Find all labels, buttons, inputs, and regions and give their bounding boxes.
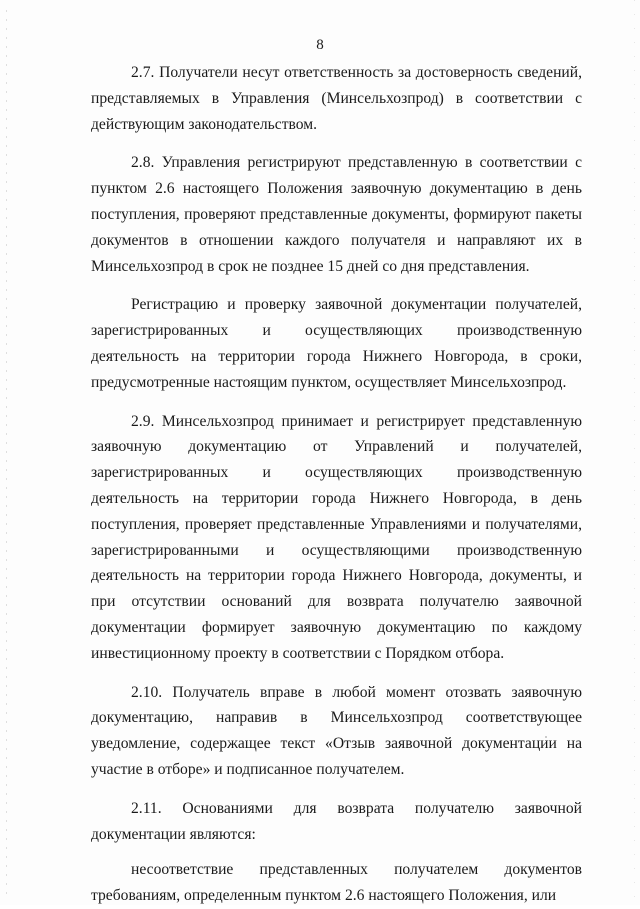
document-body [91, 60, 582, 909]
paragraph-registration: Регистрацию и проверку заявочной документации получателей, зарегистрированных и осуществляющих производственную деятельность на территории города Нижнего Новгорода, в сроки, предусмотренные настоящим пунктом, осуществляет Минсельхозпрод. [91, 296, 582, 391]
paragraph-noncompliance: несоответствие представленных получателем документов требованиям, определенным пунктом 2.6 настоящего Положения, или [91, 861, 582, 905]
paragraph-2-10: 2.10. Получатель вправе в любой момент отозвать заявочную документацию, направив в Минсельхозпрод соответствующее уведомление, содержащее текст «Отзыв заявочной документации на участие в отборе» и подписанное получателем. [91, 683, 582, 778]
paragraph-2-9: 2.9. Минсельхозпрод принимает и регистрирует представленную заявочную документацию от Управлений и получателей, зарегистрированных и осуществляющих производственную деятельность на территории города Нижнего Новгорода, в день поступления, проверяет представленные Управлениями и получателями, зарегистрированными и осуществляющими производственную деятельность на территории города Нижнего Новгорода, документы, и при отсутствии оснований для возврата получателю заявочной документации формирует заявочную документацию по каждому инвестиционному проекту в соответствии с Порядком отбора. [91, 412, 582, 662]
scan-edge-right [634, 0, 635, 905]
page-number: 8 [316, 37, 324, 53]
paragraph-2-8: 2.8. Управления регистрируют представленную в соответствии с пунктом 2.6 настоящего Положения заявочную документацию в день поступления, проверяют представленные документы, формируют пакеты документов в отношении каждого получателя и направляют их в Минсельхозпрод в срок не позднее 15 дней со дня представления. [91, 154, 582, 275]
paragraph-2-7: 2.7. Получатели несут ответственность за достоверность сведений, представляемых в Управления (Минсельхозпрод) в соответствии с действующим законодательством. [91, 64, 582, 133]
paragraph-2-11: 2.11. Основаниями для возврата получателю заявочной документации являются: [91, 799, 582, 843]
scan-edge-left [6, 10, 7, 900]
